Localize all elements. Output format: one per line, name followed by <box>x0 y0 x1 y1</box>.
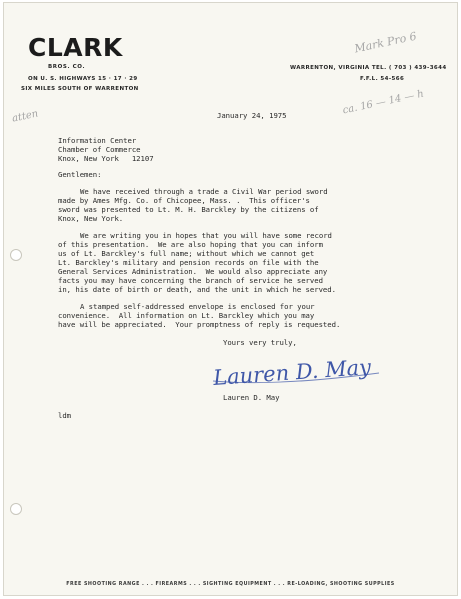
paragraph-2-line: in, his date of birth or death, and the unit in which he served. <box>58 285 336 294</box>
signer-name: Lauren D. May <box>223 393 280 402</box>
phone-line: WARRENTON, VIRGINIA TEL. ( 703 ) 439-3644 <box>290 65 447 71</box>
punch-hole <box>10 249 22 261</box>
punch-hole <box>10 503 22 515</box>
recipient-line: Chamber of Commerce <box>58 145 141 154</box>
closing: Yours very truly, <box>223 338 297 347</box>
salutation: Gentlemen: <box>58 170 102 179</box>
footer-services: FREE SHOOTING RANGE . . . FIREARMS . . . SIGHTING EQUIPMENT . . . RE-LOADING, SHOOTING SUPPLIES <box>66 582 395 587</box>
recipient-line: Information Center <box>58 136 137 145</box>
company-name: CLARK <box>28 33 123 62</box>
typist-initials: ldm <box>58 411 72 420</box>
address-line-2: SIX MILES SOUTH OF WARRENTON <box>21 86 139 92</box>
paragraph-1-line: sword was presented to Lt. M. H. Barckley by the citizens of <box>58 205 319 214</box>
pencil-note-top-right-2: ca. 16 — 14 — h <box>341 88 425 117</box>
paragraph-2-line: facts you may have concerning the branch of service he served <box>58 276 323 285</box>
paragraph-2-line: General Services Administration. We would also appreciate any <box>58 267 328 276</box>
address-line-1: ON U. S. HIGHWAYS 15 · 17 · 29 <box>28 76 138 82</box>
paragraph-3-line: have will be appreciated. Your promptness of reply is requested. <box>58 320 341 329</box>
ffl-line: F.F.L. 54-566 <box>360 76 405 82</box>
pencil-note-top-right: Mark Pro 6 <box>353 29 418 56</box>
paragraph-2-line: Lt. Barckley's military and pension records on file with the <box>58 258 319 267</box>
paragraph-1-line: We have received through a trade a Civil War period sword <box>80 187 328 196</box>
paragraph-2-line: us of Lt. Barckley's full name; without which we cannot get <box>58 249 315 258</box>
paragraph-3-line: A stamped self-addressed envelope is enclosed for your <box>80 302 315 311</box>
paragraph-1-line: Knox, New York. <box>58 214 124 223</box>
letter-date: January 24, 1975 <box>217 111 287 120</box>
letter-page <box>3 2 458 596</box>
paragraph-2-line: We are writing you in hopes that you will have some record <box>80 231 332 240</box>
signature-script: Lauren D. May <box>212 355 372 390</box>
company-subtitle: BROS. CO. <box>48 64 86 70</box>
pencil-note-left: atten <box>11 108 40 125</box>
handwritten-signature <box>209 351 389 391</box>
paragraph-1-line: made by Ames Mfg. Co. of Chicopee, Mass. . This officer's <box>58 196 310 205</box>
paragraph-2-line: of this presentation. We are also hoping that you can inform <box>58 240 323 249</box>
recipient-line: Knox, New York 12107 <box>58 154 154 163</box>
paragraph-3-line: convenience. All information on Lt. Barckley which you may <box>58 311 315 320</box>
